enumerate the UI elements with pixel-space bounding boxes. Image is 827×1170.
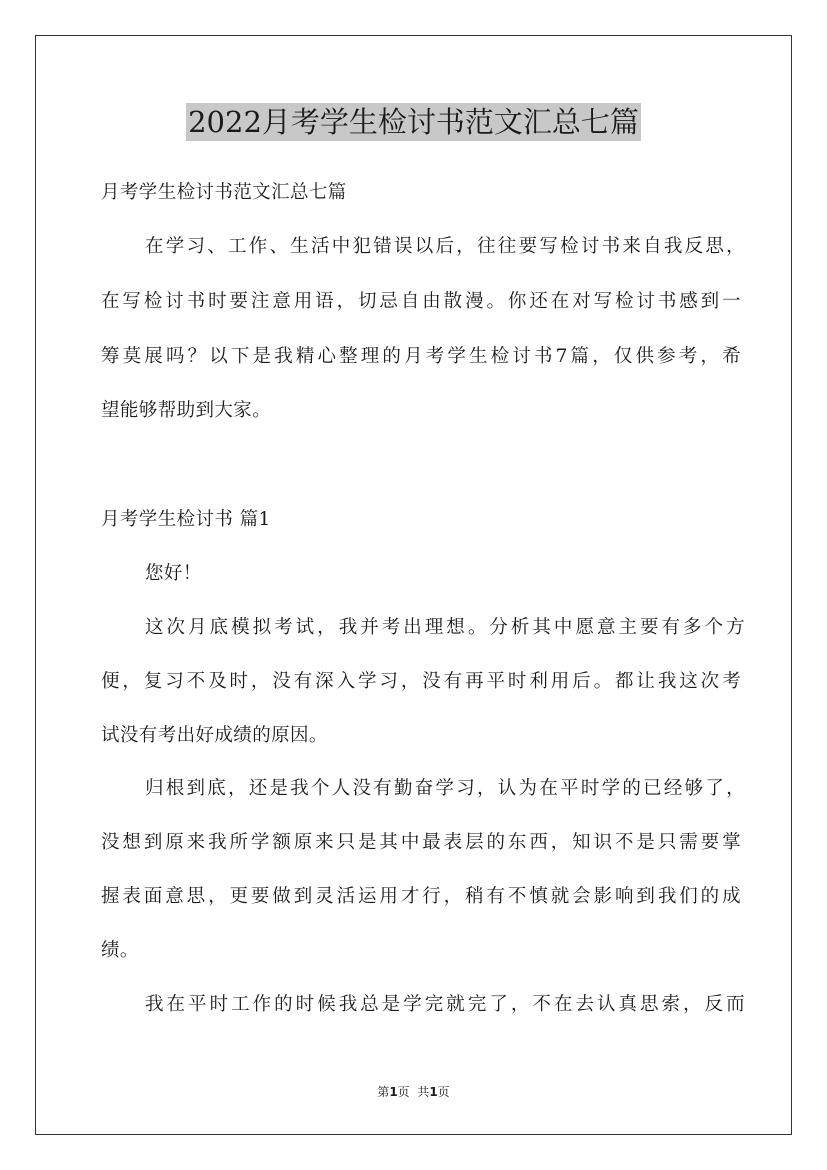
footer-suffix: 页	[437, 1085, 450, 1099]
section-heading: 月考学生检讨书 篇1	[101, 509, 271, 530]
intro-line-2: 在写检讨书时要注意用语，切忌自由散漫。你还在对写检讨书感到一	[101, 291, 741, 312]
para2-line-4: 绩。	[101, 940, 139, 961]
footer-total-pages: 1	[429, 1085, 438, 1099]
page-footer	[0, 1084, 827, 1100]
para3-line-1: 我在平时工作的时候我总是学完就完了，不在去认真思索，反而	[145, 994, 745, 1015]
para2-line-2: 没想到原来我所学额原来只是其中最表层的东西，知识不是只需要掌	[101, 832, 741, 853]
intro-line-4: 望能够帮助到大家。	[101, 400, 272, 421]
footer-page-number: 1	[389, 1085, 398, 1099]
para1-line-2: 便，复习不及时，没有深入学习，没有再平时利用后。都让我这次考	[101, 671, 741, 692]
footer-mid: 页 共	[397, 1085, 430, 1099]
document-title	[0, 100, 827, 144]
para1-line-3: 试没有考出好成绩的原因。	[101, 725, 328, 746]
para2-line-3: 握表面意思，更要做到灵活运用才行，稍有不慎就会影响到我们的成	[101, 886, 741, 907]
para2-line-1: 归根到底，还是我个人没有勤奋学习，认为在平时学的已经够了，	[145, 778, 745, 799]
intro-line-1: 在学习、工作、生活中犯错误以后，往往要写检讨书来自我反思，	[145, 236, 745, 257]
subtitle: 月考学生检讨书范文汇总七篇	[101, 182, 347, 203]
document-title-text: 2022月考学生检讨书范文汇总七篇	[188, 105, 639, 139]
intro-line-3: 筹莫展吗？以下是我精心整理的月考学生检讨书7篇，仅供参考，希	[101, 346, 741, 367]
footer-prefix: 第	[377, 1085, 390, 1099]
greeting: 您好！	[145, 563, 202, 584]
para1-line-1: 这次月底模拟考试，我并考出理想。分析其中愿意主要有多个方	[145, 617, 745, 638]
